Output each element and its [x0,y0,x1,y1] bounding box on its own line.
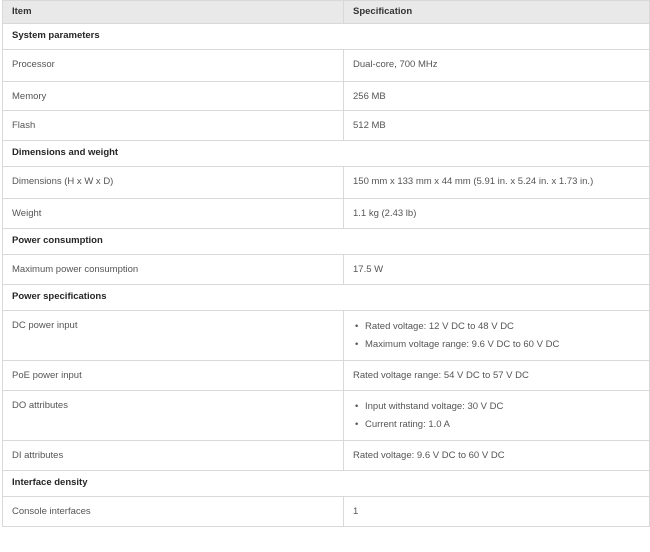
spec-bullet: • Current rating: 1.0 A [353,417,641,432]
table-row [3,199,650,229]
item-cell: Memory [3,82,344,111]
section-title: Dimensions and weight [3,141,650,167]
section-row [3,285,650,311]
table-row [3,167,650,199]
item-cell: Flash [3,111,344,141]
table-row [3,50,650,82]
spec-cell: 256 MB [344,82,650,111]
specification-table [2,0,650,527]
section-row [3,24,650,50]
spec-cell: 1 [344,497,650,527]
spec-cell: 150 mm x 133 mm x 44 mm (5.91 in. x 5.24 in. x 1.73 in.) [344,167,650,199]
item-cell: Maximum power consumption [3,255,344,285]
item-cell: DI attributes [3,441,344,471]
table-row [3,441,650,471]
section-title: Interface density [3,471,650,497]
section-row [3,229,650,255]
table-row [3,111,650,141]
spec-bullet: • Rated voltage: 12 V DC to 48 V DC [353,319,641,334]
spec-bullet-list [353,319,641,352]
item-cell: DC power input [3,311,344,361]
section-title: System parameters [3,24,650,50]
spec-bullet: • Input withstand voltage: 30 V DC [353,399,641,414]
spec-cell [344,311,650,361]
spec-cell: Rated voltage: 9.6 V DC to 60 V DC [344,441,650,471]
item-cell: DO attributes [3,391,344,441]
item-cell: Processor [3,50,344,82]
spec-cell: 17.5 W [344,255,650,285]
table-row [3,497,650,527]
column-header-specification: Specification [344,1,650,24]
spec-cell: 1.1 kg (2.43 lb) [344,199,650,229]
section-row [3,141,650,167]
item-cell: PoE power input [3,361,344,391]
spec-bullet: • Maximum voltage range: 9.6 V DC to 60 V DC [353,337,641,352]
section-row [3,471,650,497]
section-title: Power specifications [3,285,650,311]
table-row [3,391,650,441]
spec-cell: 512 MB [344,111,650,141]
item-cell: Dimensions (H x W x D) [3,167,344,199]
column-header-item: Item [3,1,344,24]
table-row [3,361,650,391]
spec-cell: Rated voltage range: 54 V DC to 57 V DC [344,361,650,391]
spec-cell: Dual-core, 700 MHz [344,50,650,82]
spec-cell [344,391,650,441]
section-title: Power consumption [3,229,650,255]
table-row [3,311,650,361]
table-row [3,255,650,285]
item-cell: Console interfaces [3,497,344,527]
table-row [3,82,650,111]
spec-bullet-list [353,399,641,432]
table-header-row [3,1,650,24]
item-cell: Weight [3,199,344,229]
